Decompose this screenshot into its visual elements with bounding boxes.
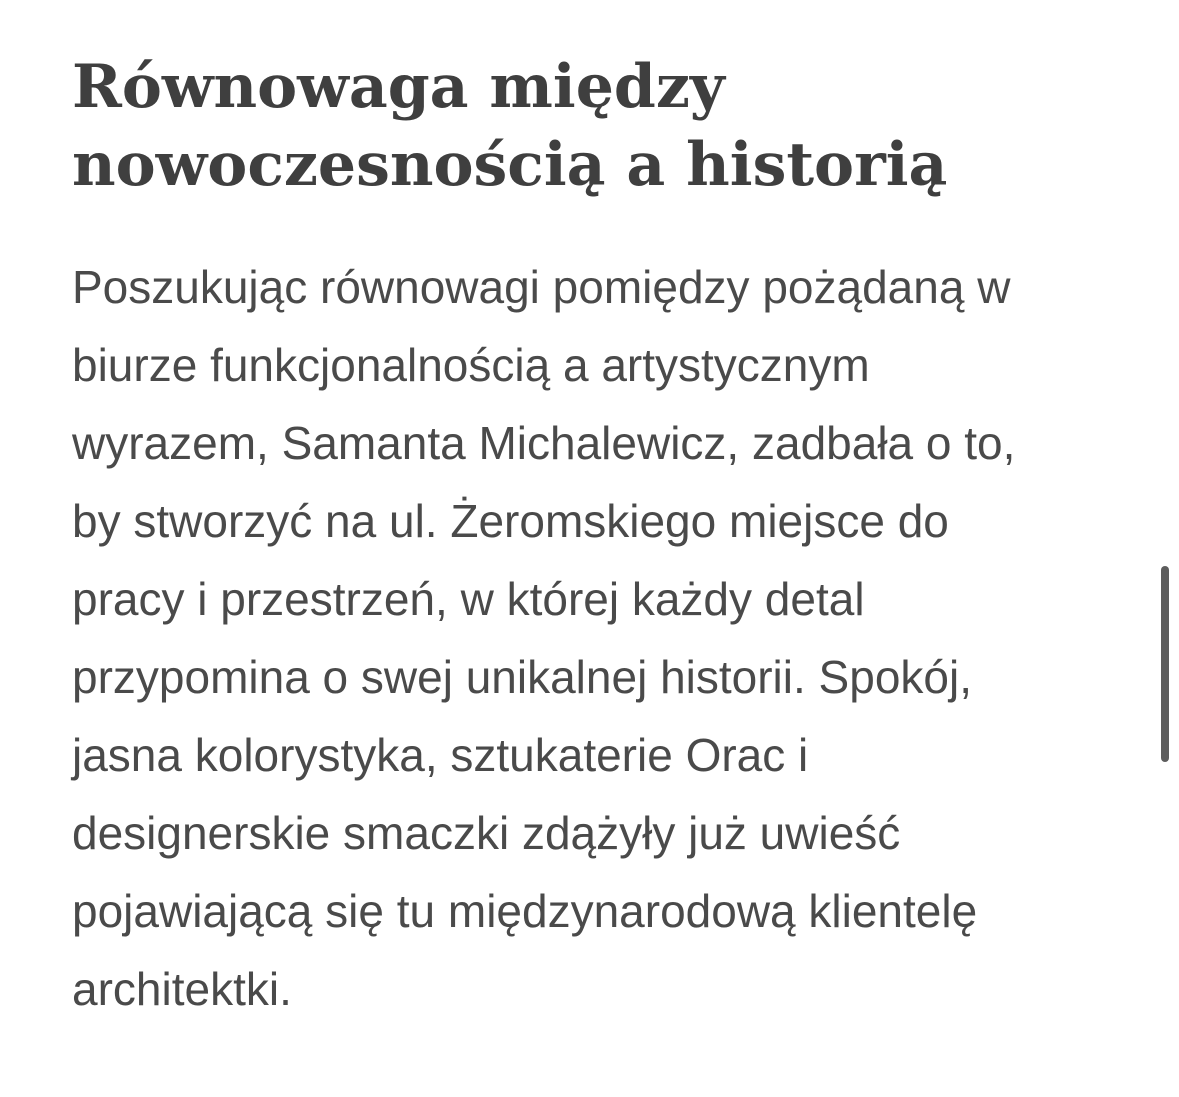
paragraph-line: architektki. — [72, 963, 292, 1015]
scrollbar-thumb[interactable] — [1161, 566, 1169, 762]
paragraph-line: przypomina o swej unikalnej historii. Spokój, — [72, 651, 972, 703]
article-paragraph — [72, 248, 1132, 1028]
article-heading — [72, 48, 1132, 204]
heading-line: Równowaga między — [72, 52, 725, 122]
paragraph-line: wyrazem, Samanta Michalewicz, zadbała o to, — [72, 417, 1016, 469]
paragraph-line: biurze funkcjonalnością a artystycznym — [72, 339, 870, 391]
paragraph-line: Poszukując równowagi pomiędzy pożądaną w — [72, 261, 1011, 313]
article — [72, 48, 1132, 1028]
heading-line: nowoczesnością a historią — [72, 130, 948, 200]
paragraph-line: pojawiającą się tu międzynarodową klientelę — [72, 885, 978, 937]
paragraph-line: pracy i przestrzeń, w której każdy detal — [72, 573, 865, 625]
paragraph-line: by stworzyć na ul. Żeromskiego miejsce do — [72, 495, 949, 547]
paragraph-line: jasna kolorystyka, sztukaterie Orac i — [72, 729, 809, 781]
paragraph-line: designerskie smaczki zdążyły już uwieść — [72, 807, 901, 859]
